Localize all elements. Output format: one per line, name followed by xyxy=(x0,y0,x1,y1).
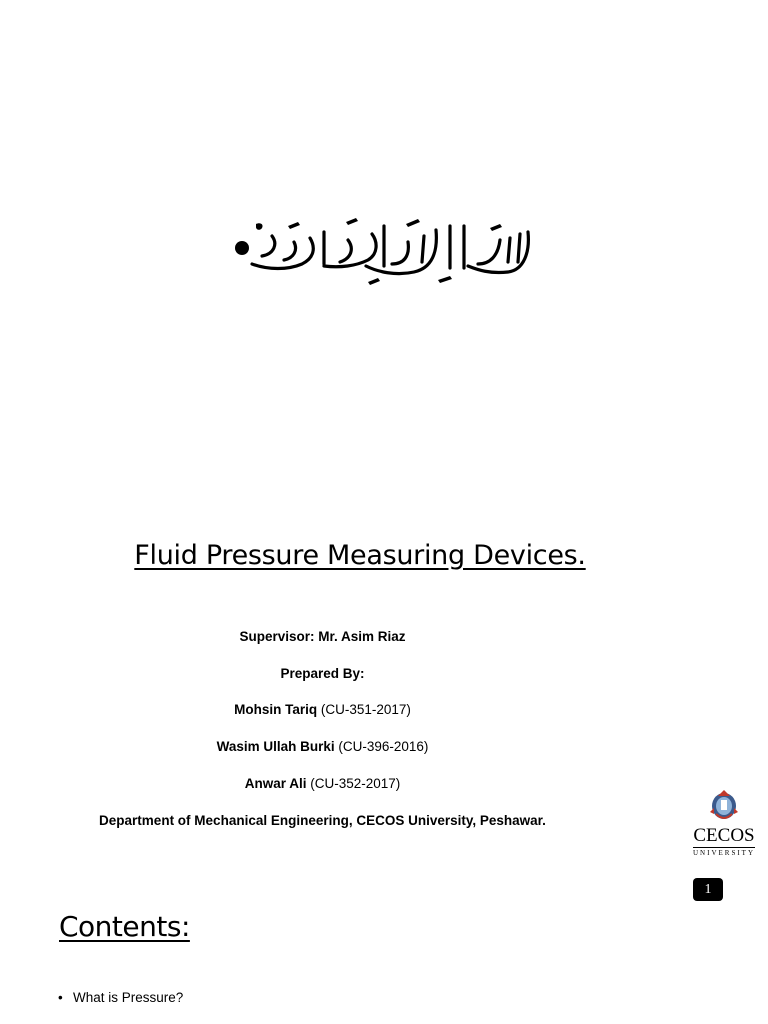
bismillah-text: بسم الله الرحمن الرحيم xyxy=(228,212,238,213)
member-line xyxy=(0,776,645,791)
department-line: Department of Mechanical Engineering, CECOS University, Peshawar. xyxy=(99,813,546,828)
supervisor-text: Supervisor: Mr. Asim Riaz xyxy=(239,629,406,644)
list-item-text: What is Pressure? xyxy=(73,990,184,1005)
prepared-by-line xyxy=(0,666,645,681)
university-logo xyxy=(688,786,760,857)
bismillah-calligraphy xyxy=(228,212,540,292)
member-line xyxy=(0,702,645,717)
university-crest-icon xyxy=(708,786,740,824)
logo-name: CECOS xyxy=(693,825,755,846)
list-item xyxy=(58,990,183,1005)
member-id: (CU-352-2017) xyxy=(310,776,401,791)
contents-list xyxy=(58,990,183,1005)
prepared-by-label: Prepared By: xyxy=(280,666,365,681)
logo-subtitle: UNIVERSITY xyxy=(693,849,755,857)
bullet-icon: • xyxy=(58,990,63,1005)
supervisor-line xyxy=(0,629,645,644)
member-name: Wasim Ullah Burki xyxy=(216,739,335,754)
contents-heading: Contents: xyxy=(59,910,190,943)
page-number-badge: 1 xyxy=(693,878,723,901)
member-line xyxy=(0,739,645,754)
member-id: (CU-396-2016) xyxy=(338,739,429,754)
document-title: Fluid Pressure Measuring Devices. xyxy=(134,540,586,571)
member-name: Anwar Ali xyxy=(244,776,307,791)
member-id: (CU-351-2017) xyxy=(320,702,411,717)
member-name: Mohsin Tariq xyxy=(234,702,318,717)
